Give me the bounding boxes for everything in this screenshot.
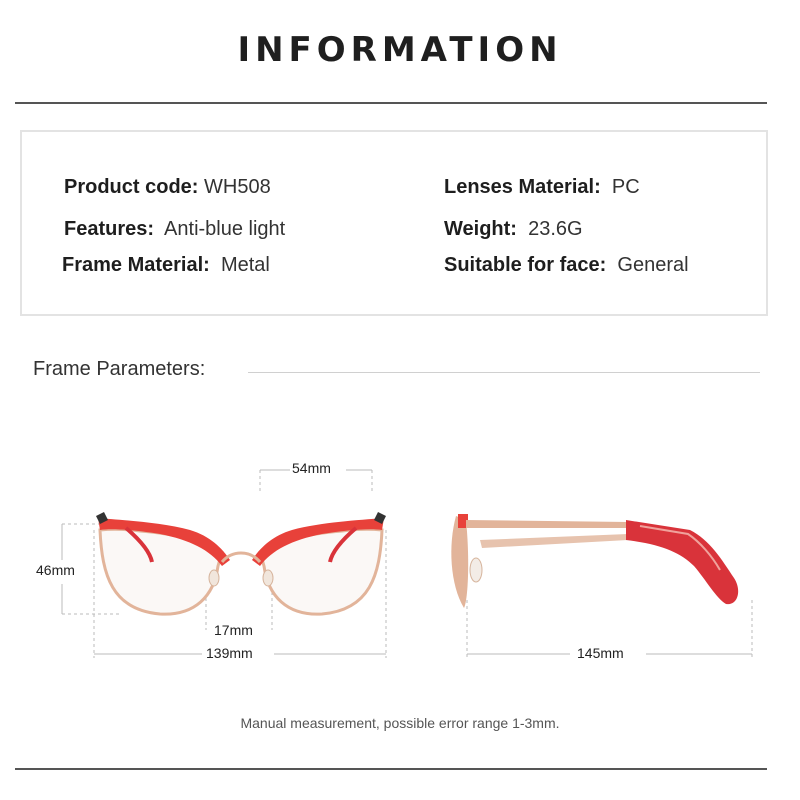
frame-width-label: 139mm <box>206 645 253 661</box>
features-value: Anti-blue light <box>164 218 286 240</box>
lens-height-label: 46mm <box>36 562 75 578</box>
product-code-value: WH508 <box>204 176 271 198</box>
product-code-label: Product code: <box>64 176 199 198</box>
temple-length-label: 145mm <box>577 645 624 661</box>
suitable-face-value: General <box>617 254 689 276</box>
weight-label: Weight: <box>444 218 517 240</box>
frame-material-label: Frame Material: <box>62 254 210 276</box>
bottom-divider <box>15 768 767 770</box>
lens-width-label: 54mm <box>292 460 331 476</box>
bridge-width-label: 17mm <box>214 622 253 638</box>
measurement-note: Manual measurement, possible error range 1-3mm. <box>240 715 560 731</box>
weight-value: 23.6G <box>528 218 583 240</box>
front-view-glasses <box>96 512 386 614</box>
lenses-material-value: PC <box>611 176 640 198</box>
frame-material-value: Metal <box>220 254 270 276</box>
page-title: INFORMATION <box>237 30 563 70</box>
features-label: Features: <box>64 218 155 240</box>
frame-parameters-label: Frame Parameters: <box>33 358 206 380</box>
suitable-face-label: Suitable for face: <box>444 254 607 276</box>
side-view-glasses <box>451 514 738 608</box>
lenses-material-label: Lenses Material: <box>444 176 601 198</box>
